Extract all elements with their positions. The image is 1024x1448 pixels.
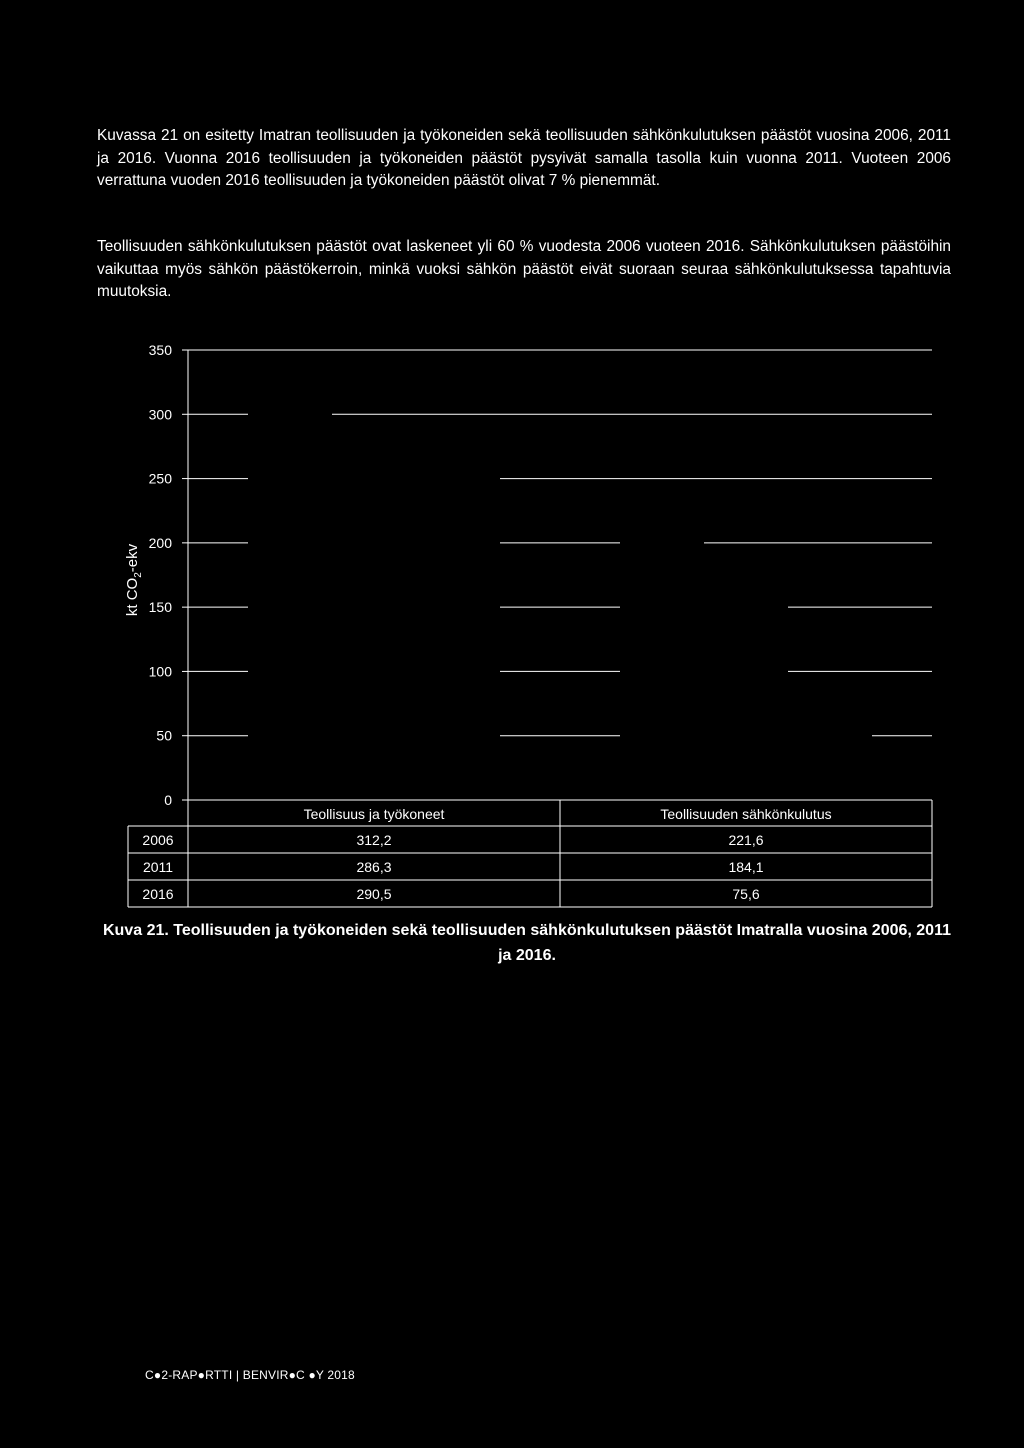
bar-2016-1 xyxy=(788,703,872,800)
category-label: Teollisuuden sähkönkulutus xyxy=(660,806,832,822)
bar-2006-1 xyxy=(620,515,704,800)
chart-bars xyxy=(248,399,872,800)
data-value: 290,5 xyxy=(356,886,392,902)
data-value: 75,6 xyxy=(732,886,760,902)
chart-axes xyxy=(182,350,188,800)
page-footer: C●2-RAP●RTTI | BENVIR●C ●Y 2018 xyxy=(145,1368,355,1382)
y-tick-label: 0 xyxy=(164,792,172,808)
legend-year: 2006 xyxy=(142,832,174,848)
paragraph-electricity: Teollisuuden sähkönkulutuksen päästöt ovat laskeneet yli 60 % vuodesta 2006 vuoteen 2016. Sähkönkulutuksen päästöihin vaikuttaa myös sähkön päästökerroin, minkä vuoksi sähkön päästöt eivät suoraan seuraa sähkönkulutuksessa tapahtuvia muutoksia. xyxy=(97,238,951,301)
legend-year: 2016 xyxy=(142,886,174,902)
data-value: 184,1 xyxy=(728,859,764,875)
y-tick-label: 150 xyxy=(148,599,172,616)
legend-year: 2011 xyxy=(142,859,174,875)
y-tick-label: 50 xyxy=(156,727,172,744)
data-value: 286,3 xyxy=(356,859,392,875)
y-axis-label: kt $CO_2$-ekv xyxy=(124,543,144,617)
data-value: 221,6 xyxy=(728,832,764,848)
y-tick-label: 300 xyxy=(148,406,172,423)
chart-y-tick-labels xyxy=(149,342,173,808)
figure-caption: Kuva 21. Teollisuuden ja työkoneiden sekä teollisuuden sähkönkulutuksen päästöt Imatralla vuosina 2006, 2011 ja 2016. xyxy=(103,922,951,964)
bar-2016-0 xyxy=(416,427,500,801)
y-tick-label: 200 xyxy=(148,534,172,551)
y-tick-label: 100 xyxy=(148,663,172,680)
bar-2011-0 xyxy=(332,432,416,800)
chart-data-table xyxy=(128,800,932,907)
paragraph-intro: Kuvassa 21 on esitetty Imatran teollisuuden ja työkoneiden sekä teollisuuden sähkönkulutuksen päästöt vuosina 2006, 2011 ja 2016. Vuonna 2016 teollisuuden ja työkoneiden päästöt pysyivät samalla tasolla kuin vuonna 2011. Vuoteen 2006 verrattuna vuoden 2016 teollisuuden ja työkoneiden päästöt olivat 7 % pienemmät. xyxy=(97,127,951,190)
bar-2006-0 xyxy=(248,399,332,800)
category-label: Teollisuus ja työkoneet xyxy=(303,806,445,822)
data-value: 312,2 xyxy=(356,832,392,848)
y-tick-label: 250 xyxy=(148,470,172,487)
y-tick-label: 350 xyxy=(148,342,172,358)
bar-2011-1 xyxy=(704,563,788,800)
